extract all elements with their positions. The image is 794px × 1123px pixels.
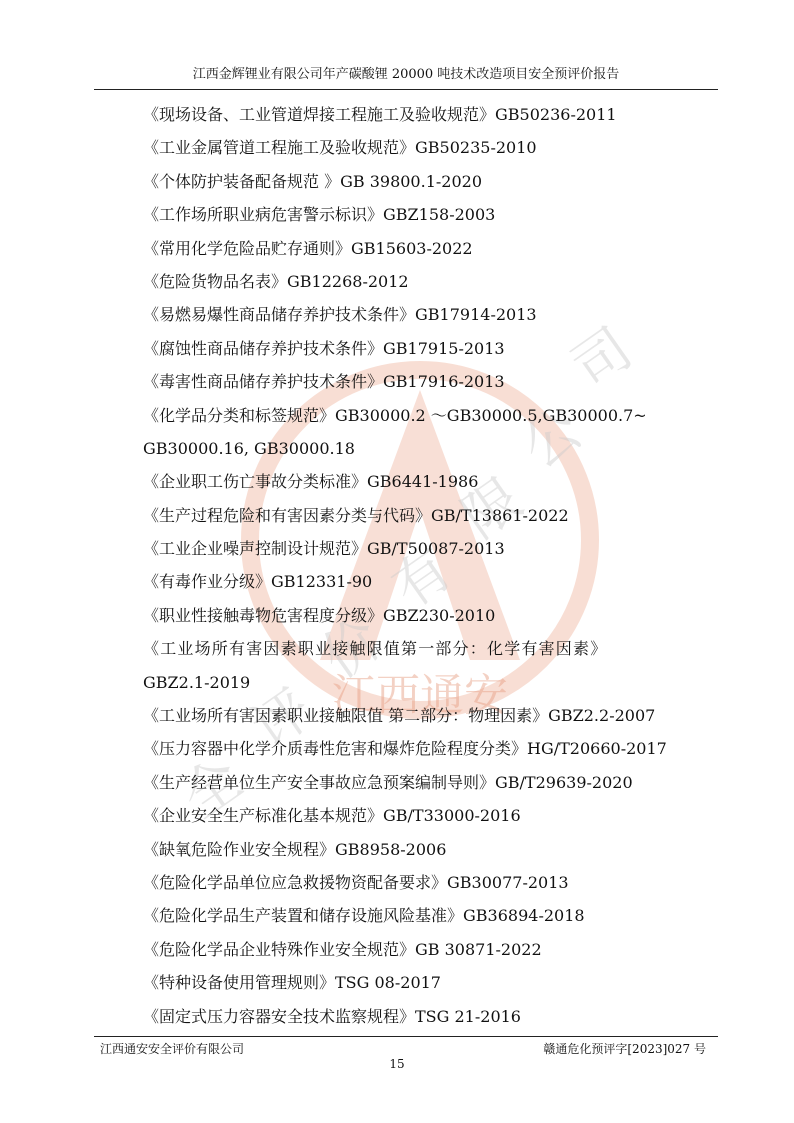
standard-line: 《缺氧危险作业安全规程》GB8958-2006 bbox=[143, 839, 447, 859]
standard-line: 《特种设备使用管理规则》TSG 08-2017 bbox=[143, 973, 441, 993]
standard-line: 《固定式压力容器安全技术监察规程》TSG 21-2016 bbox=[143, 1006, 521, 1026]
svg-text:江西通安: 江西通安 bbox=[332, 670, 508, 721]
svg-text:价: 价 bbox=[310, 606, 394, 692]
standard-line: 《工业金属管道工程施工及验收规范》GB50235-2010 bbox=[143, 138, 537, 158]
standard-line: 《易燃易爆性商品储存养护技术条件》GB17914-2013 bbox=[143, 305, 537, 325]
svg-text:司: 司 bbox=[560, 316, 644, 402]
standard-line: 《企业职工伤亡事故分类标准》GB6441-1986 bbox=[143, 472, 479, 492]
svg-text:全: 全 bbox=[170, 746, 254, 832]
standard-line: 《常用化学危险品贮存通则》GB15603-2022 bbox=[143, 238, 473, 258]
standard-line: 《职业性接触毒物危害程度分级》GBZ230-2010 bbox=[143, 605, 496, 625]
footer-divider bbox=[94, 1036, 718, 1037]
standard-line: 《企业安全生产标准化基本规范》GB/T33000-2016 bbox=[143, 806, 521, 826]
page-number: 15 bbox=[389, 1057, 405, 1071]
standard-line: 《化学品分类和标签规范》GB30000.2 ～GB30000.5,GB30000.7~ bbox=[143, 405, 647, 425]
standard-line: 《危险货物品名表》GB12268-2012 bbox=[143, 271, 409, 291]
standard-line: 《有毒作业分级》GB12331-90 bbox=[143, 572, 373, 592]
svg-text:限: 限 bbox=[450, 466, 534, 552]
standard-line: 《工业企业噪声控制设计规范》GB/T50087-2013 bbox=[143, 539, 505, 559]
standards-list bbox=[143, 98, 721, 1033]
svg-text:公: 公 bbox=[510, 396, 594, 482]
footer-report-number: 赣通危化预评字[2023]027 号 bbox=[543, 1042, 706, 1056]
svg-text:有: 有 bbox=[380, 536, 464, 622]
standard-line: 《毒害性商品储存养护技术条件》GB17916-2013 bbox=[143, 372, 505, 392]
footer-company: 江西通安安全评价有限公司 bbox=[100, 1042, 245, 1056]
standard-line-continued: GB30000.16, GB30000.18 bbox=[143, 438, 355, 458]
standard-line: 《危险化学品生产装置和储存设施风险基准》GB36894-2018 bbox=[143, 906, 585, 926]
standard-line: 《个体防护装备配备规范 》GB 39800.1-2020 bbox=[143, 171, 483, 191]
standard-line-continued: GBZ2.1-2019 bbox=[143, 672, 251, 692]
standard-line: 《危险化学品单位应急救援物资配备要求》GB30077-2013 bbox=[143, 872, 569, 892]
standard-line: 《生产经营单位生产安全事故应急预案编制导则》GB/T29639-2020 bbox=[143, 772, 633, 792]
page-header: 江西金辉锂业有限公司年产碳酸锂 20000 吨技术改造项目安全预评价报告 bbox=[94, 66, 718, 90]
standard-line: 《压力容器中化学介质毒性危害和爆炸危险程度分类》HG/T20660-2017 bbox=[143, 739, 667, 759]
standard-line: 《工作场所职业病危害警示标识》GBZ158-2003 bbox=[143, 205, 496, 225]
standard-line: 《工业场所有害因素职业接触限值第一部分：化学有害因素》 bbox=[143, 639, 608, 659]
svg-text:评: 评 bbox=[240, 676, 324, 762]
standard-line: 《腐蚀性商品储存养护技术条件》GB17915-2013 bbox=[143, 338, 505, 358]
standard-line: 《工业场所有害因素职业接触限值 第二部分：物理因素》GBZ2.2-2007 bbox=[143, 706, 656, 726]
standard-line: 《生产过程危险和有害因素分类与代码》GB/T13861-2022 bbox=[143, 505, 569, 525]
standard-line: 《危险化学品企业特殊作业安全规范》GB 30871-2022 bbox=[143, 939, 542, 959]
standard-line: 《现场设备、工业管道焊接工程施工及验收规范》GB50236-2011 bbox=[143, 105, 617, 124]
